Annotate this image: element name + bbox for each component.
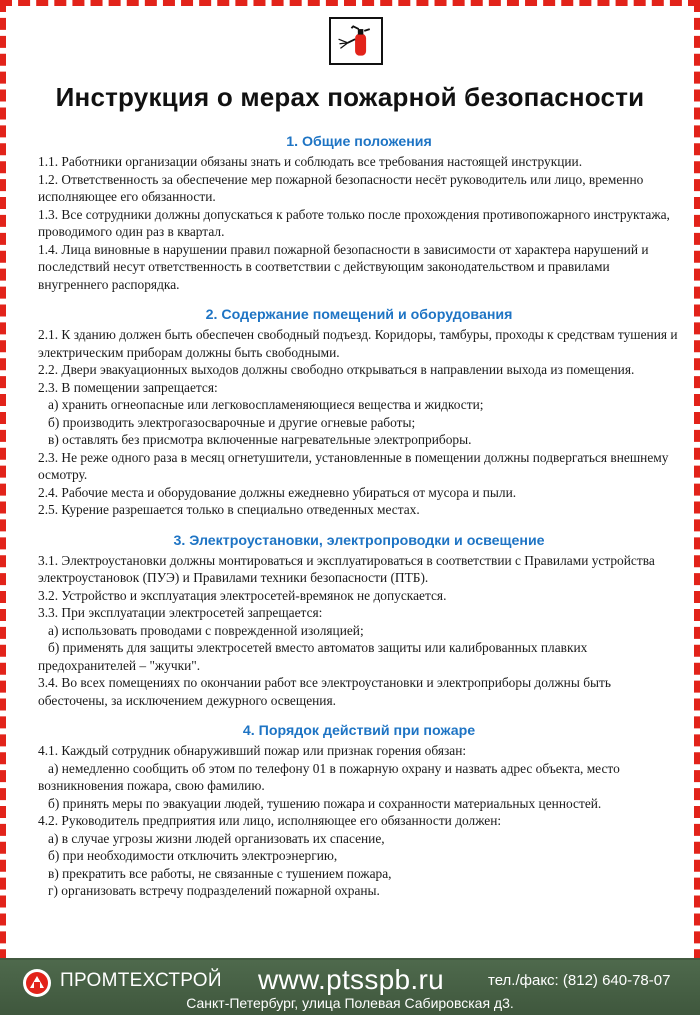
list-item: а) использовать проводами с поврежденной изоляцией; (48, 622, 364, 638)
section-1 (38, 133, 680, 293)
list-item: б) производить электрогазосварочные и другие огневые работы; (48, 414, 416, 430)
list-item: а) хранить огнеопасные или легковоспламеняющиеся вещества и жидкости; (48, 397, 484, 412)
paragraph: 3.4. Во всех помещениях по окончании работ все электроустановки и электроприборы должны быть обесточены, за исключением дежурного освещения. (38, 675, 611, 708)
section-2 (38, 306, 680, 519)
paragraph: 4.1. Каждый сотрудник обнаруживший пожар или признак горения обязан: (38, 743, 467, 758)
list-item: а) в случае угрозы жизни людей организовать их спасение, (48, 830, 385, 846)
paragraph: 3.1. Электроустановки должны монтироваться и эксплуатироваться в соответствии с Правилами устройства электроустановок (ПУЭ) и Правилами техники безопасности (ПТБ). (38, 552, 655, 585)
paragraph: 2.4. Рабочие места и оборудование должны ежедневно убираться от мусора и пыли. (38, 484, 517, 500)
list-item: б) принять меры по эвакуации людей, тушению пожара и сохранности материальных ценностей. (48, 795, 602, 811)
footer-divider (0, 958, 700, 960)
list-item: а) немедленно сообщить об этом по телефону 01 в пожарную охрану и назвать адрес объекта, место возникновения пожара, свою фамилию. (38, 760, 620, 793)
section-heading: 4. Порядок действий при пожаре (242, 723, 476, 739)
fire-extinguisher-sign (329, 17, 383, 65)
paragraph: 3.2. Устройство и эксплуатация электросетей-времянок не допускается. (38, 587, 447, 603)
fire-extinguisher-icon (331, 19, 381, 63)
list-item: в) прекратить все работы, не связанные с тушением пожара, (48, 865, 392, 881)
paragraph: 1.4. Лица виновные в нарушении правил пожарной безопасности в зависимости от характера нарушений и последствий несут ответственность в соответствии с действующим законодательством и правилами внугреннего распорядка. (38, 241, 649, 292)
list-item: в) оставлять без присмотра включенные нагревательные электроприборы. (48, 432, 472, 447)
paragraph: 3.3. При эксплуатации электросетей запрещается: (38, 605, 323, 620)
document-title: Инструкция о мерах пожарной безопасности (55, 82, 645, 112)
section-heading: 2. Содержание помещений и оборудования (205, 307, 513, 323)
paragraph: 2.5. Курение разрешается только в специально отведенных местах. (38, 502, 420, 517)
paragraph: 1.2. Ответственность за обеспечение мер пожарной безопасности несёт руководитель или лицо, временно исполняющее его обязанности. (38, 171, 644, 204)
company-address: Санкт-Петербург, улица Полевая Сабировская д3. (186, 995, 514, 1011)
section-3 (38, 532, 680, 710)
phone-number: тел./факс: (812) 640-78-07 (488, 972, 671, 989)
paragraph: 1.3. Все сотрудники должны допускаться к работе только после прохождения противопожарного инструктажа, проводимого один раз в квартал. (38, 206, 670, 239)
paragraph: 2.2. Двери эвакуационных выходов должны свободно открываться в направлении выхода из помещения. (38, 362, 635, 377)
section-heading: 3. Электроустановки, электропроводки и освещение (173, 532, 545, 549)
list-item: б) применять для защиты электросетей вместо автоматов защиты или калиброванных плавких предохранителей – "жучки". (38, 640, 588, 673)
company-name: ПРОМТЕХСТРОЙ (60, 970, 222, 991)
footer-banner (0, 958, 700, 1015)
section-4 (38, 722, 680, 900)
list-item: б) при необходимости отключить электроэнергию, (48, 848, 338, 863)
paragraph: 2.1. К зданию должен быть обеспечен свободный подъезд. Коридоры, тамбуры, проходы к средствам тушения и электрическим приборам должны быть свободными. (38, 327, 678, 360)
section-heading: 1. Общие положения (286, 134, 432, 150)
instruction-content (38, 133, 680, 913)
paragraph: 2.3. В помещении запрещается: (38, 379, 218, 395)
paragraph: 4.2. Руководитель предприятия или лицо, исполняющее его обязанности должен: (38, 813, 502, 828)
list-item: г) организовать встречу подразделений пожарной охраны. (48, 883, 380, 898)
paragraph: 1.1. Работники организации обязаны знать и соблюдать все требования настоящей инструкции. (38, 154, 583, 169)
company-logo-icon (22, 968, 52, 998)
website-link[interactable]: www.ptsspb.ru (258, 964, 444, 995)
paragraph: 2.3. Не реже одного раза в месяц огнетушители, установленные в помещении должны подвергаться внешнему осмотру. (38, 449, 669, 482)
